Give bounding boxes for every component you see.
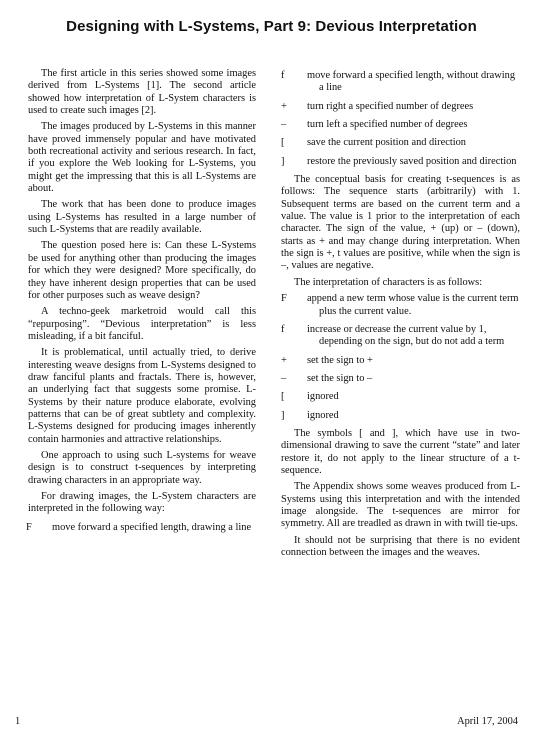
body-paragraph: The interpretation of characters is as follows: <box>294 276 483 288</box>
body-paragraph: The Appendix shows some weaves produced from L-Systems using this interpretation and with the intended image alongside. The t-sequences are mirror for symmetry. All are treadled as drawn in with twill tie-ups. <box>281 481 520 530</box>
interpretation-item <box>281 355 520 367</box>
definition-text: turn left a specified number of degrees <box>307 119 468 131</box>
definition-text: move forward a specified length, drawing a line <box>52 521 252 533</box>
definition-symbol: ] <box>281 155 285 167</box>
interpretation-item <box>281 391 520 403</box>
interpretation-item <box>281 324 520 349</box>
interpretation-text: increase or decrease the current value by 1, depending on the sign, but do not add a term <box>307 323 505 348</box>
definition-text: move forward a specified length, without drawing a line <box>307 70 516 94</box>
definition-item <box>281 119 520 131</box>
body-paragraph: It is problematical, until actually tried, to derive interesting weave designs from L-Systems designed to draw fanciful plants and fractals. There is, however, an underlying fact that suggests some promise. L-Systems by their nature produce elaborate, evolving patterns that can be of great subtlety and complexity. L-Systems designed for producing images inherently contain harmonies and attractive relationships. <box>28 347 256 445</box>
publication-date: April 17, 2004 <box>457 716 518 727</box>
left-column <box>28 68 256 540</box>
page-number: 1 <box>15 716 21 727</box>
definition-symbol: f <box>281 70 285 81</box>
interpretation-symbol: [ <box>281 391 285 403</box>
definition-item <box>281 156 520 168</box>
body-paragraph: The conceptual basis for creating t-sequences is as follows: The sequence starts (arbitrarily) with 1. Subsequent terms are based on the current term and a value. The value is 1 prior to the interpretation of each character. The sign of the value, + (up) or – (down), starts as + and may change during interpretation. When the sign is +, t values are positive, while when the sign is –, values are negative. <box>281 174 520 272</box>
definition-item <box>281 70 520 95</box>
body-paragraph: It should not be surprising that there is no evident connection between the images and the weaves. <box>281 534 520 558</box>
interpretation-symbol: ] <box>281 409 285 421</box>
body-paragraph: The question posed here is: Can these L-Systems be used for anything other than producing the images for which they were designed? More specifically, do they have inherent design properties that can be used for other purposes such as weave design? <box>28 240 256 301</box>
interpretation-text: set the sign to + <box>307 354 373 366</box>
definition-symbol: – <box>281 119 287 131</box>
interpretation-text: ignored <box>307 409 339 421</box>
body-paragraph: The images produced by L-Systems in this manner have proved immensely popular and have motivated both recreational activity and serious research. In fact, if you explore the Web looking for L-Systems, you might get the impressing that this is all L-Systems are about. <box>28 121 256 195</box>
definition-item <box>26 522 256 534</box>
definition-text: restore the previously saved position and direction <box>307 155 517 167</box>
definition-item <box>281 101 520 113</box>
interpretation-symbol: – <box>281 372 287 384</box>
definition-symbol: + <box>281 100 287 112</box>
definition-symbol: F <box>26 521 32 533</box>
definition-text: turn right a specified number of degrees <box>307 100 474 112</box>
page-title: Designing with L-Systems, Part 9: Devious Interpretation <box>66 18 477 35</box>
interpretation-text: ignored <box>307 391 339 403</box>
interpretation-symbol: f <box>281 323 285 335</box>
body-paragraph: The first article in this series showed some images derived from L-Systems [1]. The second article showed how interpretation of L-System characters is used to create such images [2]. <box>28 68 256 117</box>
interpretation-symbol: + <box>281 354 287 366</box>
body-paragraph: One approach to using such L-systems for weave design is to construct t-sequences by interpreting drawing characters in an appropriate way. <box>28 449 256 486</box>
body-paragraph: The work that has been done to produce images using L-Systems has resulted in a large number of such L-Systems that are readily available. <box>28 199 256 236</box>
right-column <box>281 70 520 563</box>
definition-text: save the current position and direction <box>307 137 466 149</box>
body-paragraph: A techno-geek marketroid would call this “repurposing”. “Devious interpretation” is less misleading, if a bit fanciful. <box>28 306 256 342</box>
interpretation-item <box>281 293 520 318</box>
interpretation-item <box>281 373 520 385</box>
interpretation-text: set the sign to – <box>307 372 373 384</box>
definition-symbol: [ <box>281 137 285 149</box>
interpretation-symbol: F <box>281 293 287 305</box>
interpretation-item <box>281 410 520 422</box>
body-paragraph: The symbols [ and ], which have use in two-dimensional drawing to save the current “state” and later restore it, do not apply to the linear structure of a t-sequence. <box>281 427 520 476</box>
definition-item <box>281 137 520 149</box>
body-paragraph: For drawing images, the L-System characters are interpreted in the following way: <box>28 491 256 515</box>
interpretation-text: append a new term whose value is the current term plus the current value. <box>307 293 519 317</box>
